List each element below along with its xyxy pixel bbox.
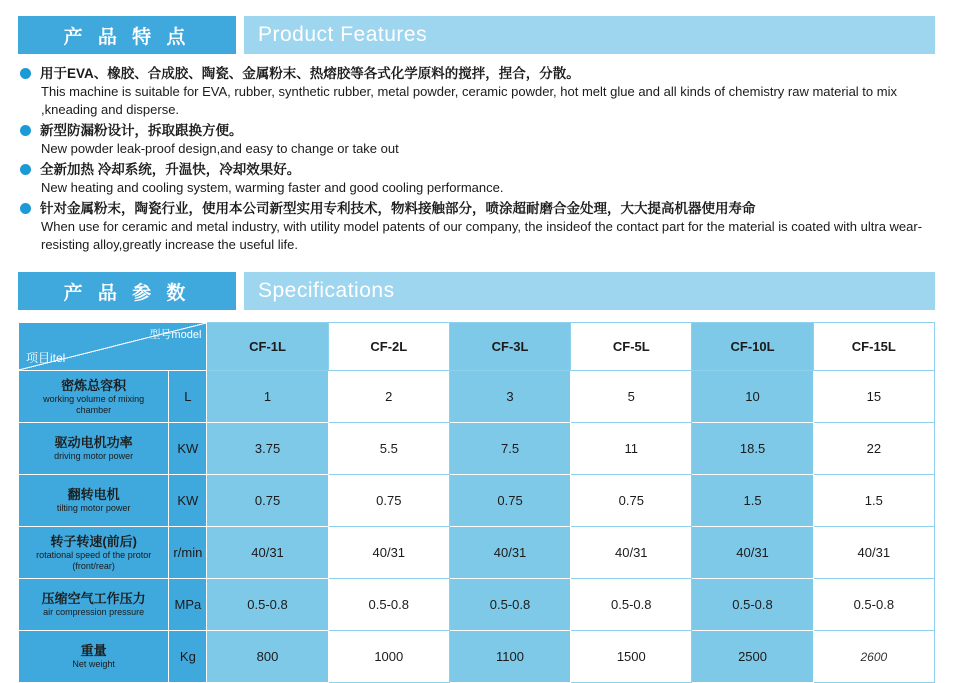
table-cell: 40/31 [207, 527, 328, 579]
row-label-en: rotational speed of the protor (front/rear) [36, 549, 152, 571]
table-cell: 10 [692, 371, 813, 423]
row-label-en: driving motor power [54, 451, 134, 461]
table-cell: 5.5 [328, 423, 449, 475]
header-gap [236, 16, 244, 54]
table-cell: 0.75 [328, 475, 449, 527]
model-header-cell: CF-10L [692, 323, 813, 371]
model-header-cell: CF-15L [813, 323, 934, 371]
row-label-en: air compression pressure [43, 607, 145, 617]
row-label [19, 371, 169, 423]
model-header-cell: CF-1L [207, 323, 328, 371]
table-cell: 0.5-0.8 [328, 579, 449, 631]
row-label-en: working volume of mixing chamber [43, 393, 145, 415]
feature-text-cn: 用于EVA、橡胶、合成胶、陶瓷、金属粉末、热熔胶等各式化学原料的搅拌，捏合，分散。 [40, 66, 580, 81]
table-cell: 1.5 [813, 475, 934, 527]
feature-text [40, 199, 933, 254]
corner-item-label: 项目itel [26, 351, 66, 365]
feature-item [20, 121, 933, 158]
table-cell: 40/31 [328, 527, 449, 579]
table-cell: 0.75 [449, 475, 570, 527]
row-label-cn: 翻转电机 [67, 487, 120, 502]
row-label-en: Net weight [72, 659, 115, 669]
features-list [20, 64, 933, 254]
feature-item [20, 160, 933, 197]
feature-text-cn: 新型防漏粉设计，拆取跟换方便。 [40, 123, 243, 138]
feature-text-en: New powder leak-proof design,and easy to change or take out [41, 141, 399, 156]
model-header-cell: CF-3L [449, 323, 570, 371]
table-header-row [19, 323, 935, 371]
specs-title-en: Specifications [244, 272, 935, 310]
table-row [19, 579, 935, 631]
table-cell: 0.75 [571, 475, 692, 527]
table-cell: 40/31 [692, 527, 813, 579]
row-label-en: tilting motor power [56, 503, 131, 513]
row-label-cn: 重量 [80, 643, 107, 658]
specs-section-header [18, 272, 935, 310]
table-cell: 2600 [813, 631, 934, 683]
feature-text-en: This machine is suitable for EVA, rubber, synthetic rubber, metal powder, ceramic powder, hot melt glue and all kinds of chemistry raw material to mix ,kneading and disperse. [41, 84, 897, 117]
table-cell: 3.75 [207, 423, 328, 475]
table-cell: 7.5 [449, 423, 570, 475]
table-cell: 18.5 [692, 423, 813, 475]
feature-item [20, 64, 933, 119]
table-cell: 22 [813, 423, 934, 475]
feature-text [40, 64, 933, 119]
table-corner-cell [19, 323, 207, 371]
table-cell: 40/31 [571, 527, 692, 579]
bullet-icon [20, 203, 31, 214]
table-cell: 1100 [449, 631, 570, 683]
bullet-icon [20, 125, 31, 136]
table-cell: 2 [328, 371, 449, 423]
feature-text-cn: 针对金属粉末，陶瓷行业，使用本公司新型实用专利技术，物料接触部分，喷涂超耐磨合金处理，大大提高机器使用寿命 [40, 201, 756, 216]
row-label [19, 631, 169, 683]
corner-model-label: 型号model [149, 329, 202, 341]
row-label-cn: 压缩空气工作压力 [41, 591, 146, 606]
table-cell: 40/31 [449, 527, 570, 579]
table-cell: 1.5 [692, 475, 813, 527]
feature-text-en: When use for ceramic and metal industry, with utility model patents of our company, the insideof the contact part for the material is coated with ultra wear-resisting alloy,greatly increase the useful life. [41, 219, 923, 252]
table-row [19, 423, 935, 475]
table-row [19, 475, 935, 527]
row-label [19, 423, 169, 475]
row-label-cn: 驱动电机功率 [54, 435, 133, 450]
row-label-cn: 密炼总容积 [61, 377, 127, 393]
row-unit: KW [169, 423, 207, 475]
row-label [19, 475, 169, 527]
table-cell: 0.5-0.8 [813, 579, 934, 631]
table-cell: 1000 [328, 631, 449, 683]
table-cell: 0.5-0.8 [692, 579, 813, 631]
table-cell: 800 [207, 631, 328, 683]
table-cell: 0.5-0.8 [449, 579, 570, 631]
table-cell: 1 [207, 371, 328, 423]
row-label-cn: 转子转速(前后) [50, 533, 137, 549]
table-cell: 3 [449, 371, 570, 423]
table-row [19, 371, 935, 423]
row-unit: KW [169, 475, 207, 527]
model-header-cell: CF-2L [328, 323, 449, 371]
model-header-cell: CF-5L [571, 323, 692, 371]
table-cell: 15 [813, 371, 934, 423]
row-label [19, 527, 169, 579]
features-section-header [18, 16, 935, 54]
features-title-cn: 产 品 特 点 [18, 16, 236, 54]
table-cell: 2500 [692, 631, 813, 683]
feature-text [40, 121, 933, 158]
feature-text-cn: 全新加热 冷却系统，升温快，冷却效果好。 [40, 162, 301, 177]
specs-title-cn: 产 品 参 数 [18, 272, 236, 310]
bullet-icon [20, 68, 31, 79]
feature-text-en: New heating and cooling system, warming faster and good cooling performance. [41, 180, 504, 195]
header-gap [236, 272, 244, 310]
table-cell: 1500 [571, 631, 692, 683]
row-unit: L [169, 371, 207, 423]
table-cell: 40/31 [813, 527, 934, 579]
table-row [19, 631, 935, 683]
feature-text [40, 160, 933, 197]
row-unit: Kg [169, 631, 207, 683]
table-cell: 0.5-0.8 [571, 579, 692, 631]
row-unit: r/min [169, 527, 207, 579]
row-unit: MPa [169, 579, 207, 631]
table-row [19, 527, 935, 579]
table-cell: 0.5-0.8 [207, 579, 328, 631]
specifications-table [18, 322, 935, 683]
table-cell: 5 [571, 371, 692, 423]
feature-item [20, 199, 933, 254]
spec-table-wrapper [18, 322, 935, 683]
page-root [0, 16, 953, 669]
features-title-en: Product Features [244, 16, 935, 54]
row-label [19, 579, 169, 631]
table-cell: 0.75 [207, 475, 328, 527]
bullet-icon [20, 164, 31, 175]
table-cell: 11 [571, 423, 692, 475]
